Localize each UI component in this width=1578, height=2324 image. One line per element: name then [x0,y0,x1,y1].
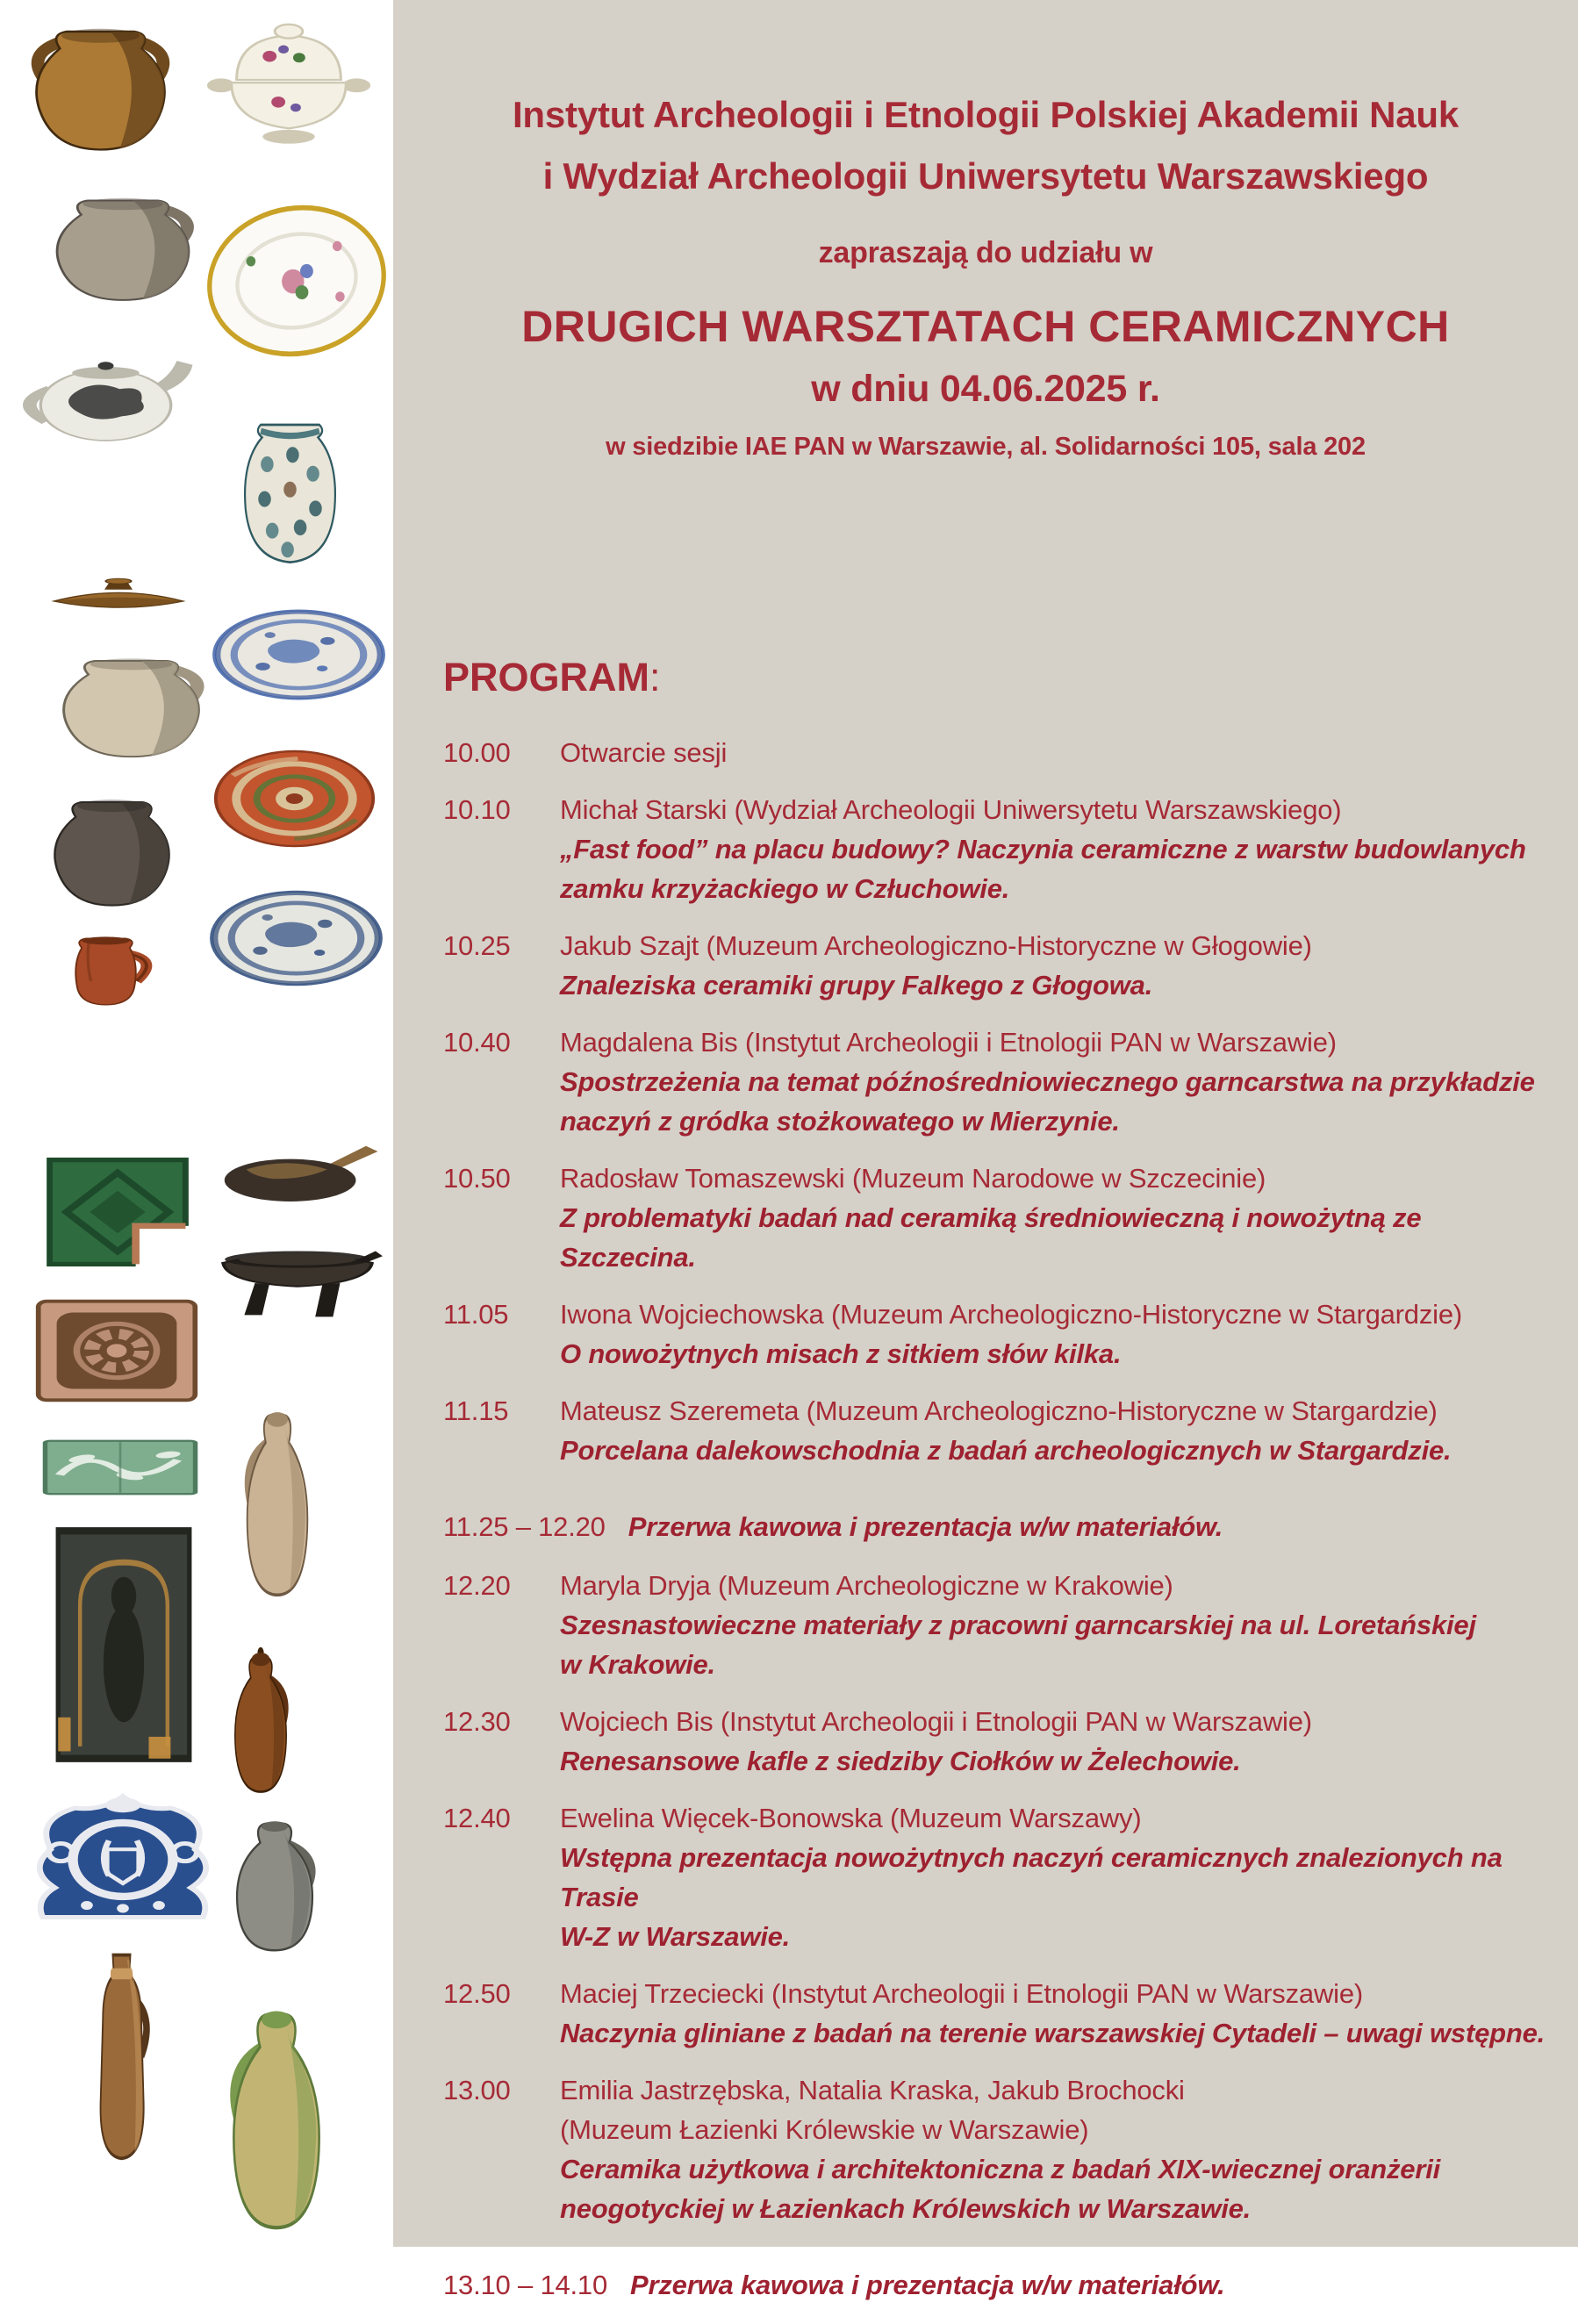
talk-topic-line: Przerwa kawowa i prezentacja w/w materiałów. [628,1511,1223,1542]
program-talk-row [443,2070,1552,2228]
stoneware-bottle-photo [67,1948,176,2170]
talk-text [560,1022,1535,1141]
talk-topic-line: Z problematyki badań nad ceramiką średniowieczną i nowożytną ze Szczecina. [560,1202,1422,1273]
talk-topic-line: naczyń z gródka stożkowatego w Mierzynie. [560,1106,1120,1137]
chintz-pattern-vase-photo [226,417,354,575]
program-talk-row [443,1158,1552,1277]
talk-topic-line: „Fast food” na placu budowy? Naczynia ceramiczne z warstw budowlanych [560,834,1526,864]
program-talk-row [443,1566,1552,1684]
vine-relief-tile-photo [40,1436,200,1499]
talk-text [560,733,727,772]
event-venue: w siedzibie IAE PAN w Warszawie, al. Solidarności 105, sala 202 [606,433,1366,461]
organizer-line-1: Instytut Archeologii i Etnologii Polskiej Akademii Nauk [512,94,1460,135]
poster-body [393,0,1578,2300]
program-break-row [443,1507,1552,1546]
talk-speaker-line: Emilia Jastrzębska, Natalia Kraska, Jakub Brochocki [560,2075,1185,2105]
talk-time: 11.25 – 12.20 [443,1511,606,1542]
program-talk-row [443,1022,1552,1141]
talk-time: 10.10 [443,794,511,825]
talk-speaker-line: Wojciech Bis (Instytut Archeologii i Etnologii PAN w Warszawie) [560,1706,1312,1737]
blue-chintz-plate-photo [209,606,389,704]
talk-topic-line: Znaleziska ceramiki grupy Falkego z Głogowa. [560,970,1153,1001]
dripping-pan-photo [219,1139,388,1208]
talk-text [560,926,1312,1005]
program-talk-row [443,733,1552,772]
program-heading-label: PROGRAM [443,655,649,699]
green-glazed-tile-photo [42,1154,193,1270]
organizer-line-2: i Wydział Archeologii Uniwersytetu Warszawskiego [542,155,1429,197]
talk-text [560,1158,1552,1277]
amber-glazed-pot-photo [19,18,182,158]
red-brown-mug-photo [54,932,169,1011]
talk-speaker-line: (Muzeum Łazienki Królewskie w Warszawie) [560,2114,1089,2145]
lidded-brown-jug-photo [216,1646,305,1803]
program-talk-row [443,1974,1552,2053]
talk-topic-line: neogotyckiej w Łazienkach Królewskich w Warszawie. [560,2193,1252,2224]
talk-speaker-line: Jakub Szajt (Muzeum Archeologiczno-Historyczne w Głogowie) [560,930,1312,961]
talk-topic-line: w Krakowie. [560,1649,715,1680]
talk-text [630,2265,1224,2305]
talk-topic-line: Spostrzeżenia na temat późnośredniowiecznego garncarstwa na przykładzie [560,1066,1535,1097]
talk-time: 10.00 [443,737,511,768]
talk-time: 10.40 [443,1027,511,1058]
talk-text [560,2070,1440,2228]
program-heading [443,654,1578,701]
talk-speaker-line: Otwarcie sesji [560,737,728,768]
rosette-stove-tile-photo [33,1295,200,1407]
talk-speaker-line: Iwona Wojciechowska (Muzeum Archeologiczno-Historyczne w Stargardzie) [560,1299,1462,1330]
talk-time: 11.05 [443,1299,509,1330]
talk-time: 13.00 [443,2075,511,2105]
talk-text [560,1974,1545,2053]
beige-pot-handle-photo [46,649,217,764]
talk-topic-line: Renesansowe kafle z siedziby Ciołków w Żelechowie. [560,1746,1241,1776]
earthenware-lid-photo [48,575,189,628]
green-glazed-jug-photo [202,1998,351,2245]
figural-stove-tile-photo [46,1524,202,1766]
talk-speaker-line: Maryla Dryja (Muzeum Archeologiczne w Krakowie) [560,1570,1173,1601]
tall-beige-jug-photo [225,1401,330,1610]
talk-topic-line: Ceramika użytkowa i architektoniczna z badań XIX-wiecznej oranżerii [560,2154,1441,2184]
talk-text [560,1702,1312,1781]
program-list [393,733,1578,2324]
talk-speaker-line: Radosław Tomaszewski (Muzeum Narodowe w Szczecinie) [560,1163,1266,1194]
program-talk-row [443,790,1552,908]
program-talk-row [443,926,1552,1005]
ceramics-photo-strip [0,0,393,2247]
program-break-row [443,2265,1552,2305]
talk-time: 10.50 [443,1163,511,1194]
talk-text [560,1798,1552,1956]
porcelain-tureen-photo [202,11,376,149]
talk-text [560,1391,1451,1470]
talk-speaker-line: Mateusz Szeremeta (Muzeum Archeologiczno-Historyczne w Stargardzie) [560,1395,1438,1426]
talk-text [560,790,1526,908]
event-title: DRUGICH WARSZTATACH CERAMICZNYCH [521,302,1450,351]
program-talk-row [443,1798,1552,1956]
talk-topic-line: Wstępna prezentacja nowożytnych naczyń ceramicznych znalezionych na Trasie [560,1842,1503,1912]
talk-speaker-line: Maciej Trzeciecki (Instytut Archeologii i Etnologii PAN w Warszawie) [560,1978,1363,2009]
dark-grey-pot-photo [39,790,184,913]
talk-topic-line: W-Z w Warszawie. [560,1921,791,1952]
talk-time: 12.40 [443,1803,511,1833]
delft-panel-plate-photo [206,886,386,990]
talk-time: 12.20 [443,1570,511,1601]
talk-text [628,1507,1223,1546]
talk-topic-line: Przerwa kawowa i prezentacja w/w materiałów. [630,2270,1225,2300]
talk-time: 13.10 – 14.10 [443,2270,608,2300]
transferware-teapot-photo [7,347,204,448]
talk-text [560,1295,1462,1374]
talk-topic-line: Porcelana dalekowschodnia z badań archeologicznych w Stargardzie. [560,1435,1452,1466]
program-talk-row [443,1702,1552,1781]
talk-speaker-line: Ewelina Więcek-Bonowska (Muzeum Warszawy) [560,1803,1142,1833]
talk-speaker-line: Michał Starski (Wydział Archeologii Uniwersytetu Warszawskiego) [560,794,1342,825]
talk-topic-line: zamku krzyżackiego w Człuchowie. [560,873,1010,904]
tripod-grapen-bowl-photo [209,1239,386,1323]
talk-speaker-line: Magdalena Bis (Instytut Archeologii i Etnologii PAN w Warszawie) [560,1027,1337,1058]
program-talk-row [443,1391,1552,1470]
event-date: w dniu 04.06.2025 r. [811,368,1160,410]
talk-text [560,1566,1476,1684]
talk-time: 12.50 [443,1978,511,2009]
invitation-line: zapraszają do udziału w [818,236,1153,269]
cracked-grey-pot-photo [39,189,206,307]
talk-topic-line: Naczynia gliniane z badań na terenie warszawskiej Cytadeli – uwagi wstępne. [560,2018,1546,2048]
talk-topic-line: O nowożytnych misach z sitkiem słów kilka. [560,1338,1122,1369]
talk-time: 12.30 [443,1706,511,1737]
program-heading-colon: : [649,655,661,699]
grey-stoneware-jug-photo [209,1813,341,1961]
talk-time: 10.25 [443,930,511,961]
blue-crest-tile-photo [23,1790,223,1938]
talk-time: 11.15 [443,1395,509,1426]
talk-topic-line: Szesnastowieczne materiały z pracowni garncarskiej na ul. Loretańskiej [560,1610,1476,1640]
program-talk-row [443,1295,1552,1374]
gilded-rose-plate-photo [204,180,390,382]
red-slipware-bowl-photo [209,746,380,851]
